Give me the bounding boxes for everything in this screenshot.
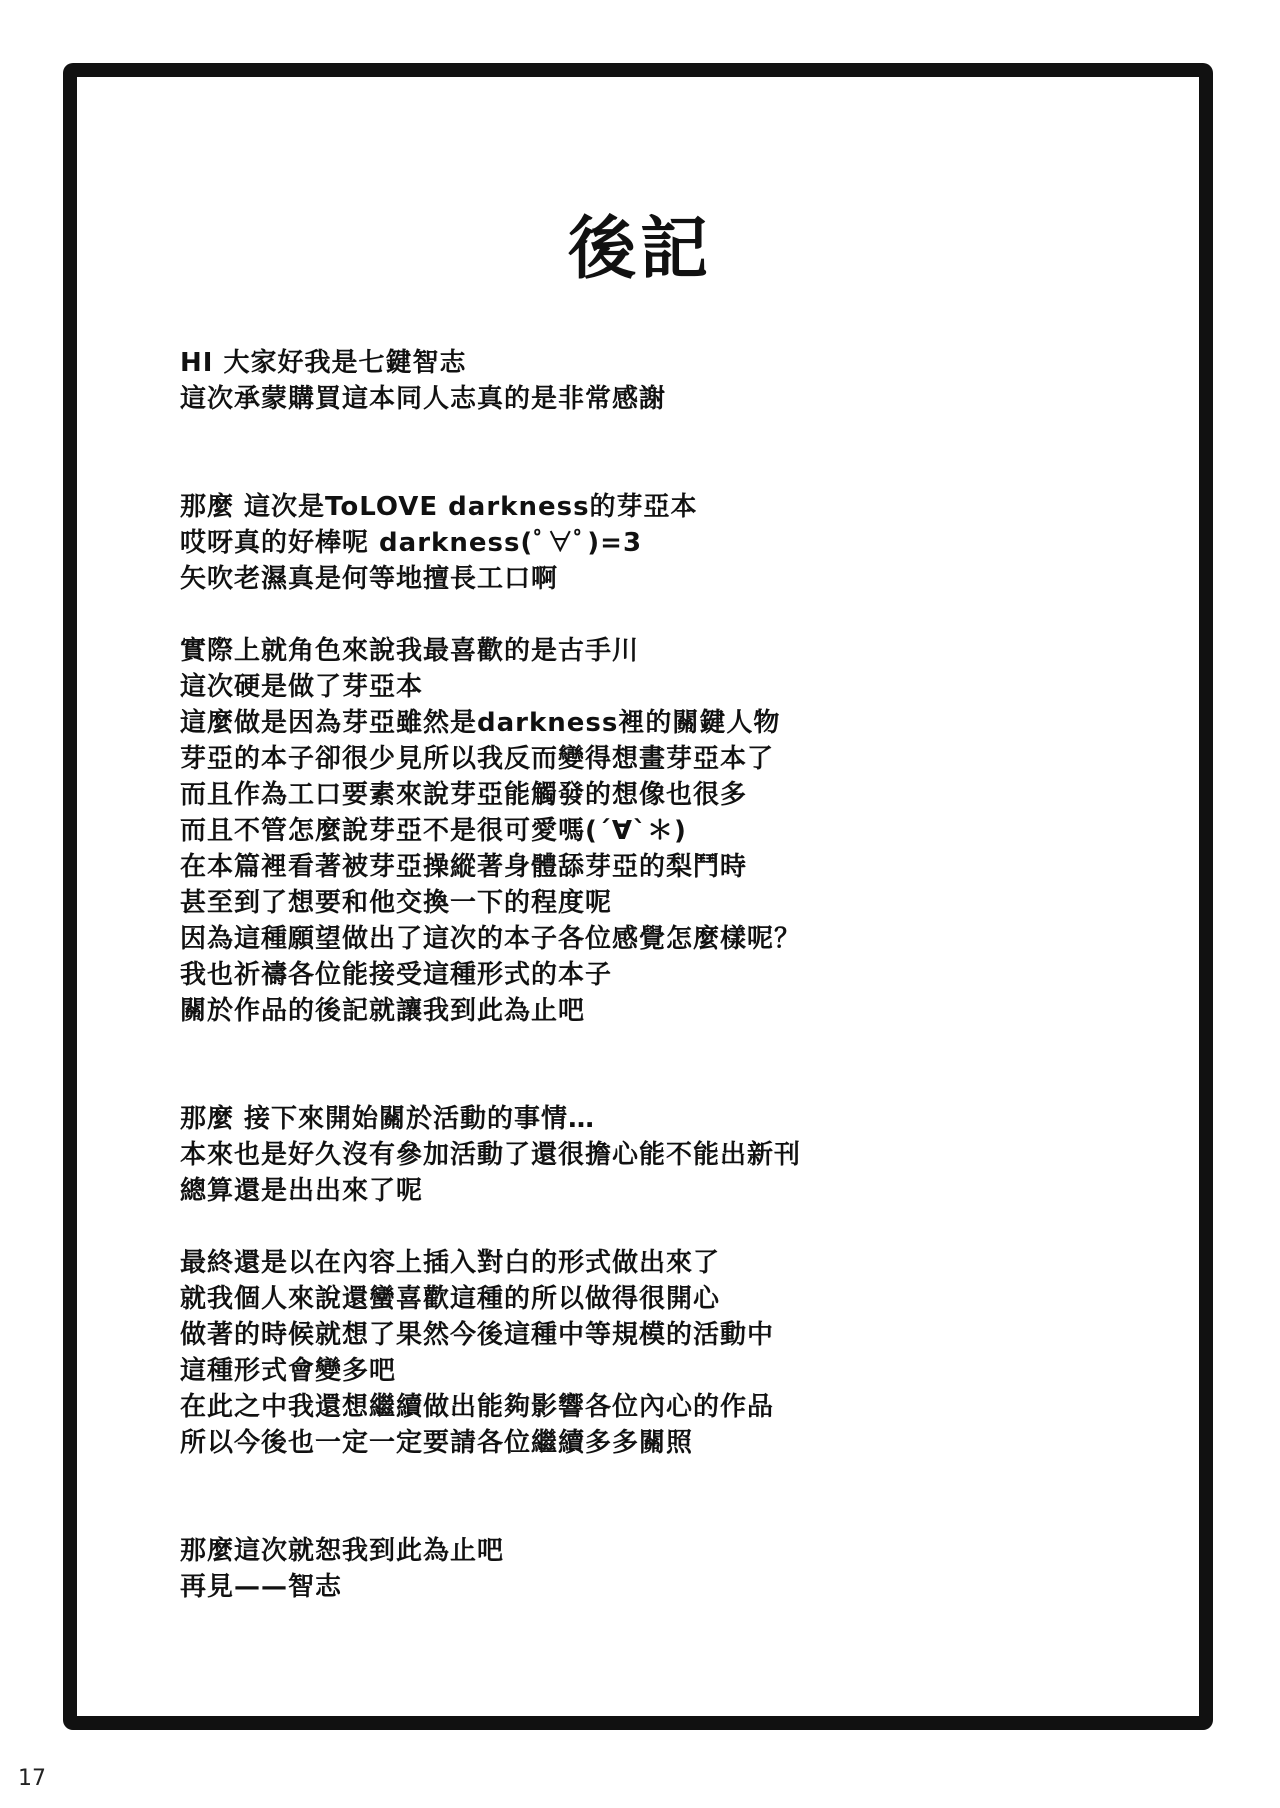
paragraph-spacer [180, 1209, 1140, 1245]
paragraph-format [180, 1245, 1140, 1461]
page-number: 17 [18, 1766, 46, 1791]
text-line: 哎呀真的好棒呢 darkness(ﾟ∀ﾟ)=3 [180, 528, 643, 558]
text-line: HI 大家好我是七鍵智志 [180, 348, 467, 378]
text-line: 而且不管怎麼說芽亞不是很可愛嗎(´∀`＊) [180, 816, 687, 846]
paragraph-greeting [180, 345, 1140, 417]
text-line: 關於作品的後記就讓我到此為止吧 [180, 996, 586, 1026]
paragraph-spacer [180, 597, 1140, 633]
text-line: 最終還是以在內容上插入對白的形式做出來了 [180, 1248, 721, 1278]
text-line: 那麼 這次是ToLOVE darkness的芽亞本 [180, 492, 698, 522]
paragraph-closing [180, 1533, 1140, 1605]
text-line: 因為這種願望做出了這次的本子各位感覺怎麼樣呢？ [180, 924, 802, 954]
text-line: 那麼 接下來開始關於活動的事情… [180, 1104, 596, 1134]
text-line: 做著的時候就想了果然今後這種中等規模的活動中 [180, 1320, 775, 1350]
text-line: 這麼做是因為芽亞雖然是darkness裡的關鍵人物 [180, 708, 781, 738]
text-line: 這種形式會變多吧 [180, 1356, 397, 1386]
text-line: 總算還是出出來了呢 [180, 1176, 424, 1206]
text-line: 在本篇裡看著被芽亞操縱著身體舔芽亞的梨鬥時 [180, 852, 748, 882]
paragraph-spacer [180, 1461, 1140, 1533]
text-line: 就我個人來說還蠻喜歡這種的所以做得很開心 [180, 1284, 721, 1314]
paragraph-intro [180, 489, 1140, 597]
text-line: 再見——智志 [180, 1572, 343, 1602]
paragraph-about-work [180, 633, 1140, 1029]
paragraph-spacer [180, 417, 1140, 489]
page-title: 後記 [567, 209, 712, 289]
text-line: 本來也是好久沒有參加活動了還很擔心能不能出新刊 [180, 1140, 802, 1170]
text-line: 那麼這次就恕我到此為止吧 [180, 1536, 505, 1566]
text-line: 芽亞的本子卻很少見所以我反而變得想畫芽亞本了 [180, 744, 775, 774]
text-line: 甚至到了想要和他交換一下的程度呢 [180, 888, 613, 918]
text-line: 矢吹老濕真是何等地擅長工口啊 [180, 564, 559, 594]
text-line: 這次硬是做了芽亞本 [180, 672, 424, 702]
text-line: 所以今後也一定一定要請各位繼續多多關照 [180, 1428, 694, 1458]
text-line: 實際上就角色來說我最喜歡的是古手川 [180, 636, 640, 666]
paragraph-about-event [180, 1101, 1140, 1209]
text-line: 這次承蒙購買這本同人志真的是非常感謝 [180, 384, 667, 414]
text-line: 我也祈禱各位能接受這種形式的本子 [180, 960, 613, 990]
text-line: 在此之中我還想繼續做出能夠影響各位內心的作品 [180, 1392, 775, 1422]
paragraph-spacer [180, 1029, 1140, 1101]
afterword-body [180, 345, 1140, 1605]
text-line: 而且作為工口要素來說芽亞能觸發的想像也很多 [180, 780, 748, 810]
